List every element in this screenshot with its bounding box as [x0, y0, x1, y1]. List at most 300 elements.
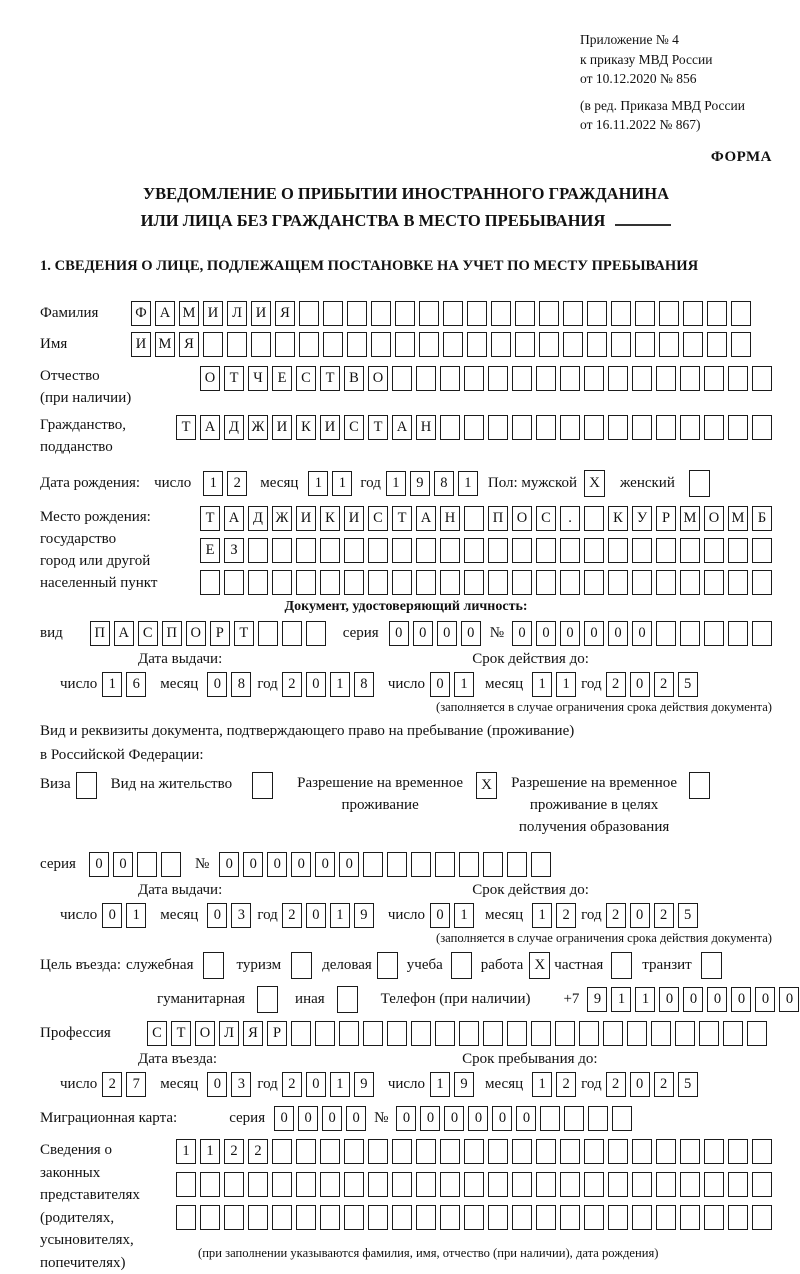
- char-cell[interactable]: [752, 1205, 772, 1230]
- char-cell[interactable]: .: [560, 506, 580, 531]
- char-cell[interactable]: П: [162, 621, 182, 646]
- char-cell[interactable]: [224, 1172, 244, 1197]
- char-cell[interactable]: Т: [171, 1021, 191, 1046]
- char-cell[interactable]: [632, 366, 652, 391]
- char-cell[interactable]: [560, 570, 580, 595]
- char-cell[interactable]: О: [186, 621, 206, 646]
- char-cell[interactable]: [704, 1139, 724, 1164]
- char-cell[interactable]: [248, 570, 268, 595]
- char-cell[interactable]: [368, 1139, 388, 1164]
- char-cell[interactable]: И: [203, 301, 223, 326]
- char-cell[interactable]: 1: [126, 903, 146, 928]
- char-cell[interactable]: [539, 332, 559, 357]
- char-cell[interactable]: Я: [179, 332, 199, 357]
- char-cell[interactable]: 0: [461, 621, 481, 646]
- char-cell[interactable]: Е: [272, 366, 292, 391]
- char-cell[interactable]: [536, 538, 556, 563]
- char-cell[interactable]: 3: [231, 903, 251, 928]
- char-cell[interactable]: [371, 301, 391, 326]
- char-cell[interactable]: 0: [346, 1106, 366, 1131]
- char-cell[interactable]: [440, 366, 460, 391]
- char-cell[interactable]: [635, 332, 655, 357]
- char-cell[interactable]: Я: [243, 1021, 263, 1046]
- char-cell[interactable]: [675, 1021, 695, 1046]
- char-cell[interactable]: [584, 415, 604, 440]
- char-cell[interactable]: 1: [308, 471, 328, 496]
- char-cell[interactable]: Р: [656, 506, 676, 531]
- char-cell[interactable]: [248, 1172, 268, 1197]
- char-cell[interactable]: А: [155, 301, 175, 326]
- char-cell[interactable]: [440, 415, 460, 440]
- char-cell[interactable]: О: [704, 506, 724, 531]
- char-cell[interactable]: 1: [556, 672, 576, 697]
- char-cell[interactable]: 0: [437, 621, 457, 646]
- char-cell[interactable]: [515, 301, 535, 326]
- char-cell[interactable]: [584, 366, 604, 391]
- char-cell[interactable]: [344, 570, 364, 595]
- char-cell[interactable]: [416, 538, 436, 563]
- char-cell[interactable]: [272, 1172, 292, 1197]
- char-cell[interactable]: 0: [584, 621, 604, 646]
- char-cell[interactable]: О: [200, 366, 220, 391]
- char-cell[interactable]: 9: [454, 1072, 474, 1097]
- char-cell[interactable]: [560, 538, 580, 563]
- char-cell[interactable]: [632, 538, 652, 563]
- char-cell[interactable]: [536, 1205, 556, 1230]
- char-cell[interactable]: 0: [630, 1072, 650, 1097]
- char-cell[interactable]: Т: [368, 415, 388, 440]
- sex-male-checkbox[interactable]: X: [584, 470, 605, 497]
- char-cell[interactable]: [464, 1172, 484, 1197]
- char-cell[interactable]: [395, 301, 415, 326]
- purpose-work-checkbox[interactable]: X: [529, 952, 550, 979]
- char-cell[interactable]: [368, 1205, 388, 1230]
- char-cell[interactable]: [483, 1021, 503, 1046]
- char-cell[interactable]: [368, 1172, 388, 1197]
- char-cell[interactable]: [227, 332, 247, 357]
- char-cell[interactable]: [704, 538, 724, 563]
- char-cell[interactable]: [728, 1205, 748, 1230]
- char-cell[interactable]: [488, 1172, 508, 1197]
- char-cell[interactable]: 2: [248, 1139, 268, 1164]
- char-cell[interactable]: [416, 366, 436, 391]
- char-cell[interactable]: [656, 1172, 676, 1197]
- char-cell[interactable]: [467, 332, 487, 357]
- char-cell[interactable]: З: [224, 538, 244, 563]
- char-cell[interactable]: [323, 332, 343, 357]
- char-cell[interactable]: [536, 1172, 556, 1197]
- char-cell[interactable]: М: [179, 301, 199, 326]
- char-cell[interactable]: 0: [731, 987, 751, 1012]
- char-cell[interactable]: 0: [659, 987, 679, 1012]
- char-cell[interactable]: [512, 1205, 532, 1230]
- char-cell[interactable]: Ж: [272, 506, 292, 531]
- char-cell[interactable]: 2: [102, 1072, 122, 1097]
- char-cell[interactable]: 1: [386, 471, 406, 496]
- char-cell[interactable]: [363, 852, 383, 877]
- char-cell[interactable]: Т: [200, 506, 220, 531]
- char-cell[interactable]: [555, 1021, 575, 1046]
- char-cell[interactable]: [512, 1172, 532, 1197]
- char-cell[interactable]: 0: [492, 1106, 512, 1131]
- char-cell[interactable]: 0: [779, 987, 799, 1012]
- temp-residence-edu-checkbox[interactable]: [689, 772, 710, 799]
- char-cell[interactable]: 2: [654, 903, 674, 928]
- char-cell[interactable]: [656, 538, 676, 563]
- char-cell[interactable]: 0: [322, 1106, 342, 1131]
- char-cell[interactable]: [296, 538, 316, 563]
- char-cell[interactable]: [488, 1139, 508, 1164]
- char-cell[interactable]: [296, 1172, 316, 1197]
- char-cell[interactable]: [419, 301, 439, 326]
- char-cell[interactable]: [611, 332, 631, 357]
- char-cell[interactable]: 2: [606, 672, 626, 697]
- char-cell[interactable]: О: [512, 506, 532, 531]
- char-cell[interactable]: [320, 1172, 340, 1197]
- char-cell[interactable]: [464, 538, 484, 563]
- char-cell[interactable]: 0: [512, 621, 532, 646]
- char-cell[interactable]: 2: [556, 1072, 576, 1097]
- char-cell[interactable]: 2: [282, 903, 302, 928]
- char-cell[interactable]: [656, 1205, 676, 1230]
- char-cell[interactable]: 0: [516, 1106, 536, 1131]
- char-cell[interactable]: 1: [102, 672, 122, 697]
- char-cell[interactable]: [707, 332, 727, 357]
- char-cell[interactable]: [723, 1021, 743, 1046]
- temp-residence-checkbox[interactable]: X: [476, 772, 497, 799]
- char-cell[interactable]: [176, 1205, 196, 1230]
- char-cell[interactable]: [704, 621, 724, 646]
- char-cell[interactable]: [416, 1205, 436, 1230]
- char-cell[interactable]: [632, 1172, 652, 1197]
- visa-checkbox[interactable]: [76, 772, 97, 799]
- char-cell[interactable]: 0: [632, 621, 652, 646]
- char-cell[interactable]: [272, 570, 292, 595]
- char-cell[interactable]: [608, 366, 628, 391]
- char-cell[interactable]: [632, 1205, 652, 1230]
- char-cell[interactable]: [392, 1205, 412, 1230]
- char-cell[interactable]: А: [224, 506, 244, 531]
- char-cell[interactable]: [584, 1205, 604, 1230]
- char-cell[interactable]: [339, 1021, 359, 1046]
- char-cell[interactable]: [728, 366, 748, 391]
- char-cell[interactable]: [603, 1021, 623, 1046]
- char-cell[interactable]: [608, 1172, 628, 1197]
- char-cell[interactable]: [435, 1021, 455, 1046]
- char-cell[interactable]: [584, 538, 604, 563]
- char-cell[interactable]: [680, 415, 700, 440]
- char-cell[interactable]: 5: [678, 1072, 698, 1097]
- char-cell[interactable]: С: [147, 1021, 167, 1046]
- char-cell[interactable]: [632, 415, 652, 440]
- char-cell[interactable]: [203, 332, 223, 357]
- char-cell[interactable]: 9: [410, 471, 430, 496]
- char-cell[interactable]: И: [320, 415, 340, 440]
- char-cell[interactable]: [536, 1139, 556, 1164]
- char-cell[interactable]: [659, 332, 679, 357]
- char-cell[interactable]: [704, 1172, 724, 1197]
- char-cell[interactable]: [488, 538, 508, 563]
- char-cell[interactable]: 2: [606, 903, 626, 928]
- char-cell[interactable]: К: [320, 506, 340, 531]
- char-cell[interactable]: [512, 538, 532, 563]
- char-cell[interactable]: [731, 332, 751, 357]
- char-cell[interactable]: [611, 301, 631, 326]
- char-cell[interactable]: 1: [332, 471, 352, 496]
- char-cell[interactable]: [728, 1139, 748, 1164]
- char-cell[interactable]: 0: [444, 1106, 464, 1131]
- char-cell[interactable]: [440, 1139, 460, 1164]
- char-cell[interactable]: 0: [608, 621, 628, 646]
- char-cell[interactable]: 0: [413, 621, 433, 646]
- char-cell[interactable]: С: [368, 506, 388, 531]
- char-cell[interactable]: Т: [176, 415, 196, 440]
- char-cell[interactable]: П: [488, 506, 508, 531]
- char-cell[interactable]: [635, 301, 655, 326]
- char-cell[interactable]: 0: [243, 852, 263, 877]
- char-cell[interactable]: [704, 570, 724, 595]
- char-cell[interactable]: [344, 1139, 364, 1164]
- char-cell[interactable]: [411, 1021, 431, 1046]
- char-cell[interactable]: [392, 570, 412, 595]
- char-cell[interactable]: 8: [231, 672, 251, 697]
- char-cell[interactable]: Ч: [248, 366, 268, 391]
- char-cell[interactable]: 3: [231, 1072, 251, 1097]
- char-cell[interactable]: [680, 1139, 700, 1164]
- char-cell[interactable]: К: [608, 506, 628, 531]
- char-cell[interactable]: Е: [200, 538, 220, 563]
- char-cell[interactable]: 1: [635, 987, 655, 1012]
- char-cell[interactable]: [728, 570, 748, 595]
- char-cell[interactable]: 2: [556, 903, 576, 928]
- char-cell[interactable]: [560, 1172, 580, 1197]
- char-cell[interactable]: [579, 1021, 599, 1046]
- char-cell[interactable]: [632, 570, 652, 595]
- char-cell[interactable]: [224, 570, 244, 595]
- char-cell[interactable]: [411, 852, 431, 877]
- char-cell[interactable]: 8: [354, 672, 374, 697]
- char-cell[interactable]: 0: [267, 852, 287, 877]
- char-cell[interactable]: [752, 538, 772, 563]
- char-cell[interactable]: 0: [315, 852, 335, 877]
- char-cell[interactable]: [371, 332, 391, 357]
- char-cell[interactable]: 9: [354, 1072, 374, 1097]
- char-cell[interactable]: [752, 415, 772, 440]
- char-cell[interactable]: [608, 570, 628, 595]
- char-cell[interactable]: [368, 538, 388, 563]
- char-cell[interactable]: М: [155, 332, 175, 357]
- char-cell[interactable]: [258, 621, 278, 646]
- char-cell[interactable]: 2: [282, 672, 302, 697]
- char-cell[interactable]: К: [296, 415, 316, 440]
- char-cell[interactable]: [752, 570, 772, 595]
- char-cell[interactable]: С: [344, 415, 364, 440]
- char-cell[interactable]: [467, 301, 487, 326]
- char-cell[interactable]: [272, 1205, 292, 1230]
- char-cell[interactable]: [299, 301, 319, 326]
- char-cell[interactable]: [659, 301, 679, 326]
- char-cell[interactable]: 0: [430, 672, 450, 697]
- char-cell[interactable]: 2: [606, 1072, 626, 1097]
- char-cell[interactable]: Т: [234, 621, 254, 646]
- char-cell[interactable]: [440, 570, 460, 595]
- char-cell[interactable]: Ж: [248, 415, 268, 440]
- char-cell[interactable]: [540, 1106, 560, 1131]
- char-cell[interactable]: 1: [203, 471, 223, 496]
- char-cell[interactable]: [560, 1139, 580, 1164]
- char-cell[interactable]: [512, 366, 532, 391]
- char-cell[interactable]: [683, 332, 703, 357]
- char-cell[interactable]: 0: [207, 672, 227, 697]
- residence-permit-checkbox[interactable]: [252, 772, 273, 799]
- char-cell[interactable]: И: [344, 506, 364, 531]
- char-cell[interactable]: [731, 301, 751, 326]
- char-cell[interactable]: Т: [392, 506, 412, 531]
- char-cell[interactable]: 1: [532, 672, 552, 697]
- char-cell[interactable]: [464, 415, 484, 440]
- char-cell[interactable]: 0: [630, 903, 650, 928]
- char-cell[interactable]: [704, 366, 724, 391]
- char-cell[interactable]: [387, 852, 407, 877]
- char-cell[interactable]: 5: [678, 672, 698, 697]
- char-cell[interactable]: 1: [611, 987, 631, 1012]
- char-cell[interactable]: [248, 538, 268, 563]
- char-cell[interactable]: [752, 1172, 772, 1197]
- char-cell[interactable]: [656, 1139, 676, 1164]
- char-cell[interactable]: [515, 332, 535, 357]
- char-cell[interactable]: [200, 1205, 220, 1230]
- char-cell[interactable]: [161, 852, 181, 877]
- char-cell[interactable]: [584, 1172, 604, 1197]
- char-cell[interactable]: [536, 415, 556, 440]
- char-cell[interactable]: [320, 1205, 340, 1230]
- char-cell[interactable]: [531, 1021, 551, 1046]
- char-cell[interactable]: Т: [320, 366, 340, 391]
- char-cell[interactable]: [443, 332, 463, 357]
- char-cell[interactable]: [512, 1139, 532, 1164]
- char-cell[interactable]: Р: [267, 1021, 287, 1046]
- char-cell[interactable]: В: [344, 366, 364, 391]
- char-cell[interactable]: [656, 366, 676, 391]
- char-cell[interactable]: И: [251, 301, 271, 326]
- char-cell[interactable]: 9: [587, 987, 607, 1012]
- purpose-transit-checkbox[interactable]: [701, 952, 722, 979]
- char-cell[interactable]: [704, 1205, 724, 1230]
- char-cell[interactable]: [752, 366, 772, 391]
- char-cell[interactable]: А: [392, 415, 412, 440]
- char-cell[interactable]: [419, 332, 439, 357]
- char-cell[interactable]: [459, 852, 479, 877]
- char-cell[interactable]: 0: [420, 1106, 440, 1131]
- char-cell[interactable]: [656, 415, 676, 440]
- purpose-study-checkbox[interactable]: [451, 952, 472, 979]
- char-cell[interactable]: Ф: [131, 301, 151, 326]
- char-cell[interactable]: [488, 1205, 508, 1230]
- char-cell[interactable]: М: [728, 506, 748, 531]
- char-cell[interactable]: [560, 1205, 580, 1230]
- char-cell[interactable]: [608, 1205, 628, 1230]
- char-cell[interactable]: 0: [113, 852, 133, 877]
- char-cell[interactable]: 1: [532, 1072, 552, 1097]
- char-cell[interactable]: [588, 1106, 608, 1131]
- char-cell[interactable]: Н: [440, 506, 460, 531]
- char-cell[interactable]: [680, 570, 700, 595]
- char-cell[interactable]: [323, 301, 343, 326]
- char-cell[interactable]: 0: [396, 1106, 416, 1131]
- char-cell[interactable]: [752, 621, 772, 646]
- char-cell[interactable]: 1: [176, 1139, 196, 1164]
- char-cell[interactable]: [272, 538, 292, 563]
- char-cell[interactable]: [459, 1021, 479, 1046]
- char-cell[interactable]: [587, 332, 607, 357]
- char-cell[interactable]: [587, 301, 607, 326]
- char-cell[interactable]: [282, 621, 302, 646]
- char-cell[interactable]: О: [195, 1021, 215, 1046]
- char-cell[interactable]: Б: [752, 506, 772, 531]
- char-cell[interactable]: [608, 415, 628, 440]
- char-cell[interactable]: 0: [560, 621, 580, 646]
- char-cell[interactable]: 1: [330, 672, 350, 697]
- char-cell[interactable]: 0: [274, 1106, 294, 1131]
- char-cell[interactable]: Т: [224, 366, 244, 391]
- char-cell[interactable]: 2: [282, 1072, 302, 1097]
- char-cell[interactable]: [656, 621, 676, 646]
- char-cell[interactable]: 1: [458, 471, 478, 496]
- char-cell[interactable]: [392, 538, 412, 563]
- purpose-business-checkbox[interactable]: [377, 952, 398, 979]
- char-cell[interactable]: [464, 1139, 484, 1164]
- char-cell[interactable]: [416, 570, 436, 595]
- char-cell[interactable]: И: [296, 506, 316, 531]
- char-cell[interactable]: Я: [275, 301, 295, 326]
- char-cell[interactable]: 0: [389, 621, 409, 646]
- char-cell[interactable]: [707, 301, 727, 326]
- char-cell[interactable]: 0: [207, 903, 227, 928]
- char-cell[interactable]: [200, 1172, 220, 1197]
- char-cell[interactable]: [392, 1172, 412, 1197]
- char-cell[interactable]: 0: [683, 987, 703, 1012]
- char-cell[interactable]: Л: [219, 1021, 239, 1046]
- char-cell[interactable]: Н: [416, 415, 436, 440]
- char-cell[interactable]: [488, 570, 508, 595]
- purpose-tourism-checkbox[interactable]: [291, 952, 312, 979]
- char-cell[interactable]: [440, 538, 460, 563]
- char-cell[interactable]: [248, 1205, 268, 1230]
- char-cell[interactable]: [536, 366, 556, 391]
- char-cell[interactable]: 1: [454, 903, 474, 928]
- char-cell[interactable]: 0: [306, 903, 326, 928]
- char-cell[interactable]: [296, 1139, 316, 1164]
- char-cell[interactable]: [315, 1021, 335, 1046]
- char-cell[interactable]: [584, 570, 604, 595]
- char-cell[interactable]: 9: [354, 903, 374, 928]
- char-cell[interactable]: [563, 332, 583, 357]
- char-cell[interactable]: [483, 852, 503, 877]
- char-cell[interactable]: [536, 570, 556, 595]
- char-cell[interactable]: [387, 1021, 407, 1046]
- char-cell[interactable]: [747, 1021, 767, 1046]
- char-cell[interactable]: [564, 1106, 584, 1131]
- char-cell[interactable]: 0: [430, 903, 450, 928]
- char-cell[interactable]: [651, 1021, 671, 1046]
- char-cell[interactable]: 0: [707, 987, 727, 1012]
- char-cell[interactable]: А: [200, 415, 220, 440]
- purpose-humanitarian-checkbox[interactable]: [257, 986, 278, 1013]
- char-cell[interactable]: [491, 332, 511, 357]
- char-cell[interactable]: [560, 366, 580, 391]
- char-cell[interactable]: [440, 1205, 460, 1230]
- char-cell[interactable]: [680, 538, 700, 563]
